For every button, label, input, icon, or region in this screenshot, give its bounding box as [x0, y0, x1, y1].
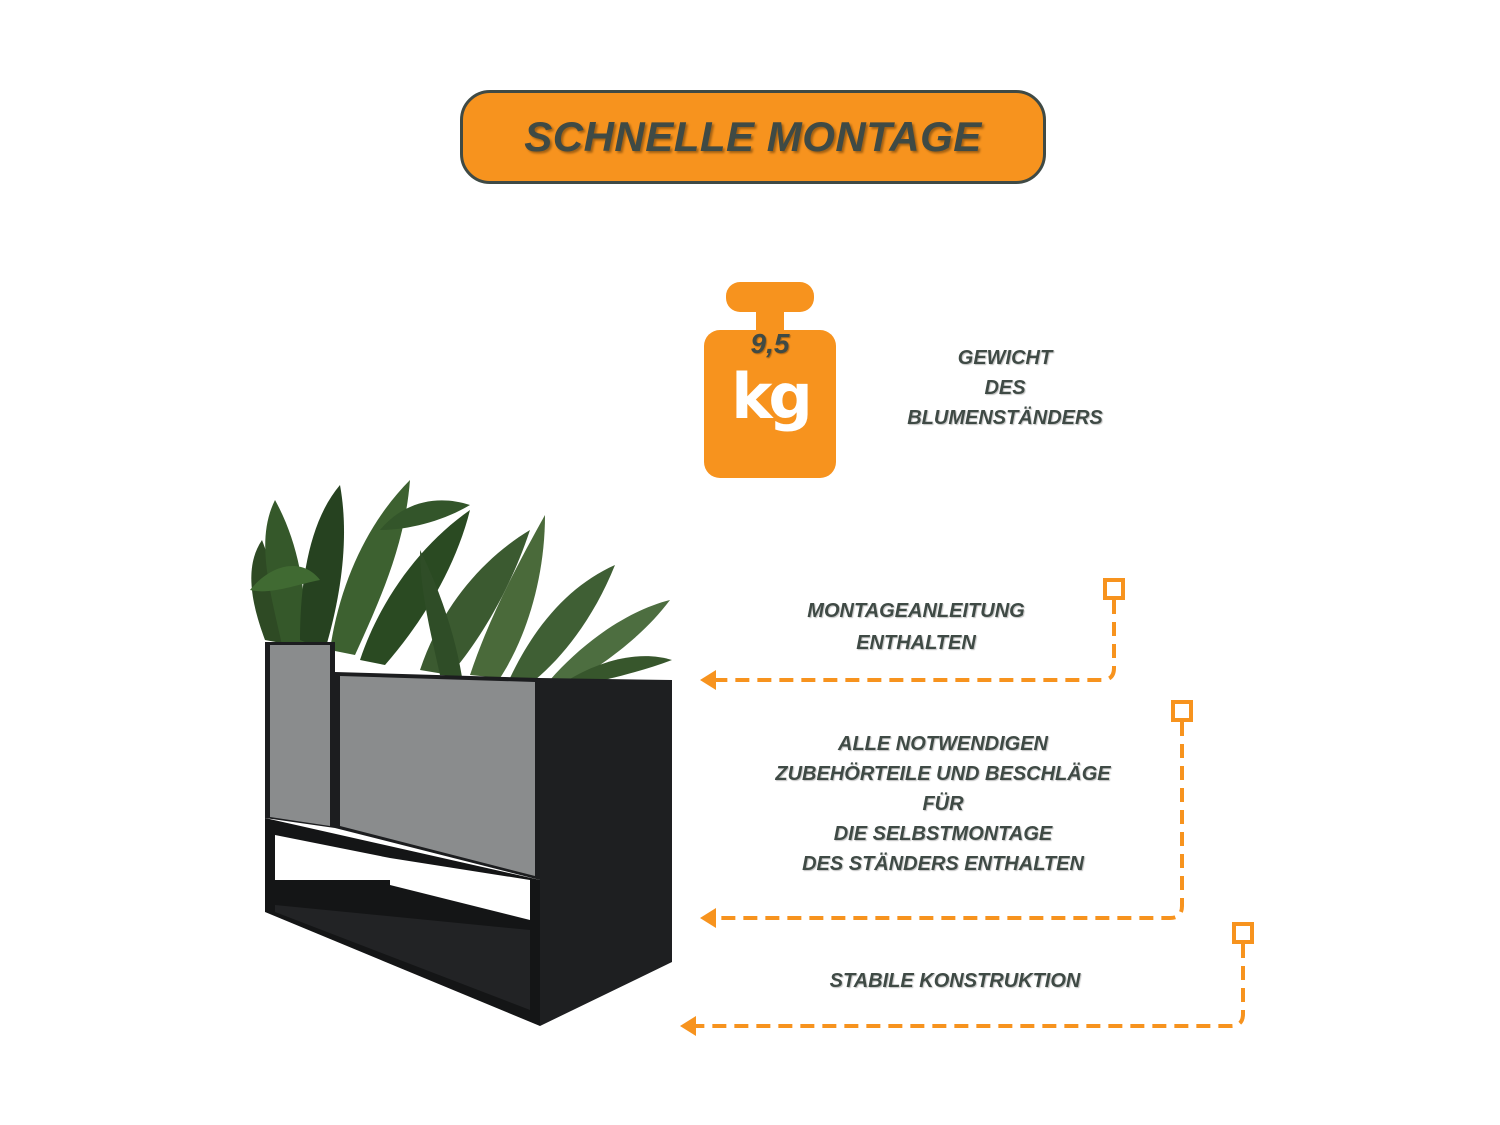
feature-line: DIE SELBSTMONTAGE — [833, 823, 1053, 845]
weight-label-line: BLUMENSTÄNDERS — [907, 407, 1103, 429]
connector-line-2 — [700, 702, 1191, 928]
feature-line: DES STÄNDERS ENTHALTEN — [802, 853, 1084, 875]
connector-line-3 — [680, 924, 1252, 1036]
weight-label-line: GEWICHT — [957, 347, 1053, 369]
feature-line: STABILE KONSTRUKTION — [829, 970, 1081, 992]
feature-line: ZUBEHÖRTEILE UND BESCHLÄGE — [775, 763, 1111, 785]
weight-unit: kg — [731, 360, 809, 433]
connector-line-1 — [700, 580, 1123, 690]
weight-value: 9,5 — [750, 328, 790, 359]
weight-label-line: DES — [984, 377, 1026, 399]
feature-line: ALLE NOTWENDIGEN — [838, 733, 1048, 755]
feature-line: ENTHALTEN — [856, 632, 976, 654]
feature-line: FÜR — [922, 793, 964, 815]
page-title: SCHNELLE MONTAGE — [524, 113, 982, 160]
feature-line: MONTAGEANLEITUNG — [807, 600, 1025, 622]
planter-illustration — [265, 642, 672, 1026]
